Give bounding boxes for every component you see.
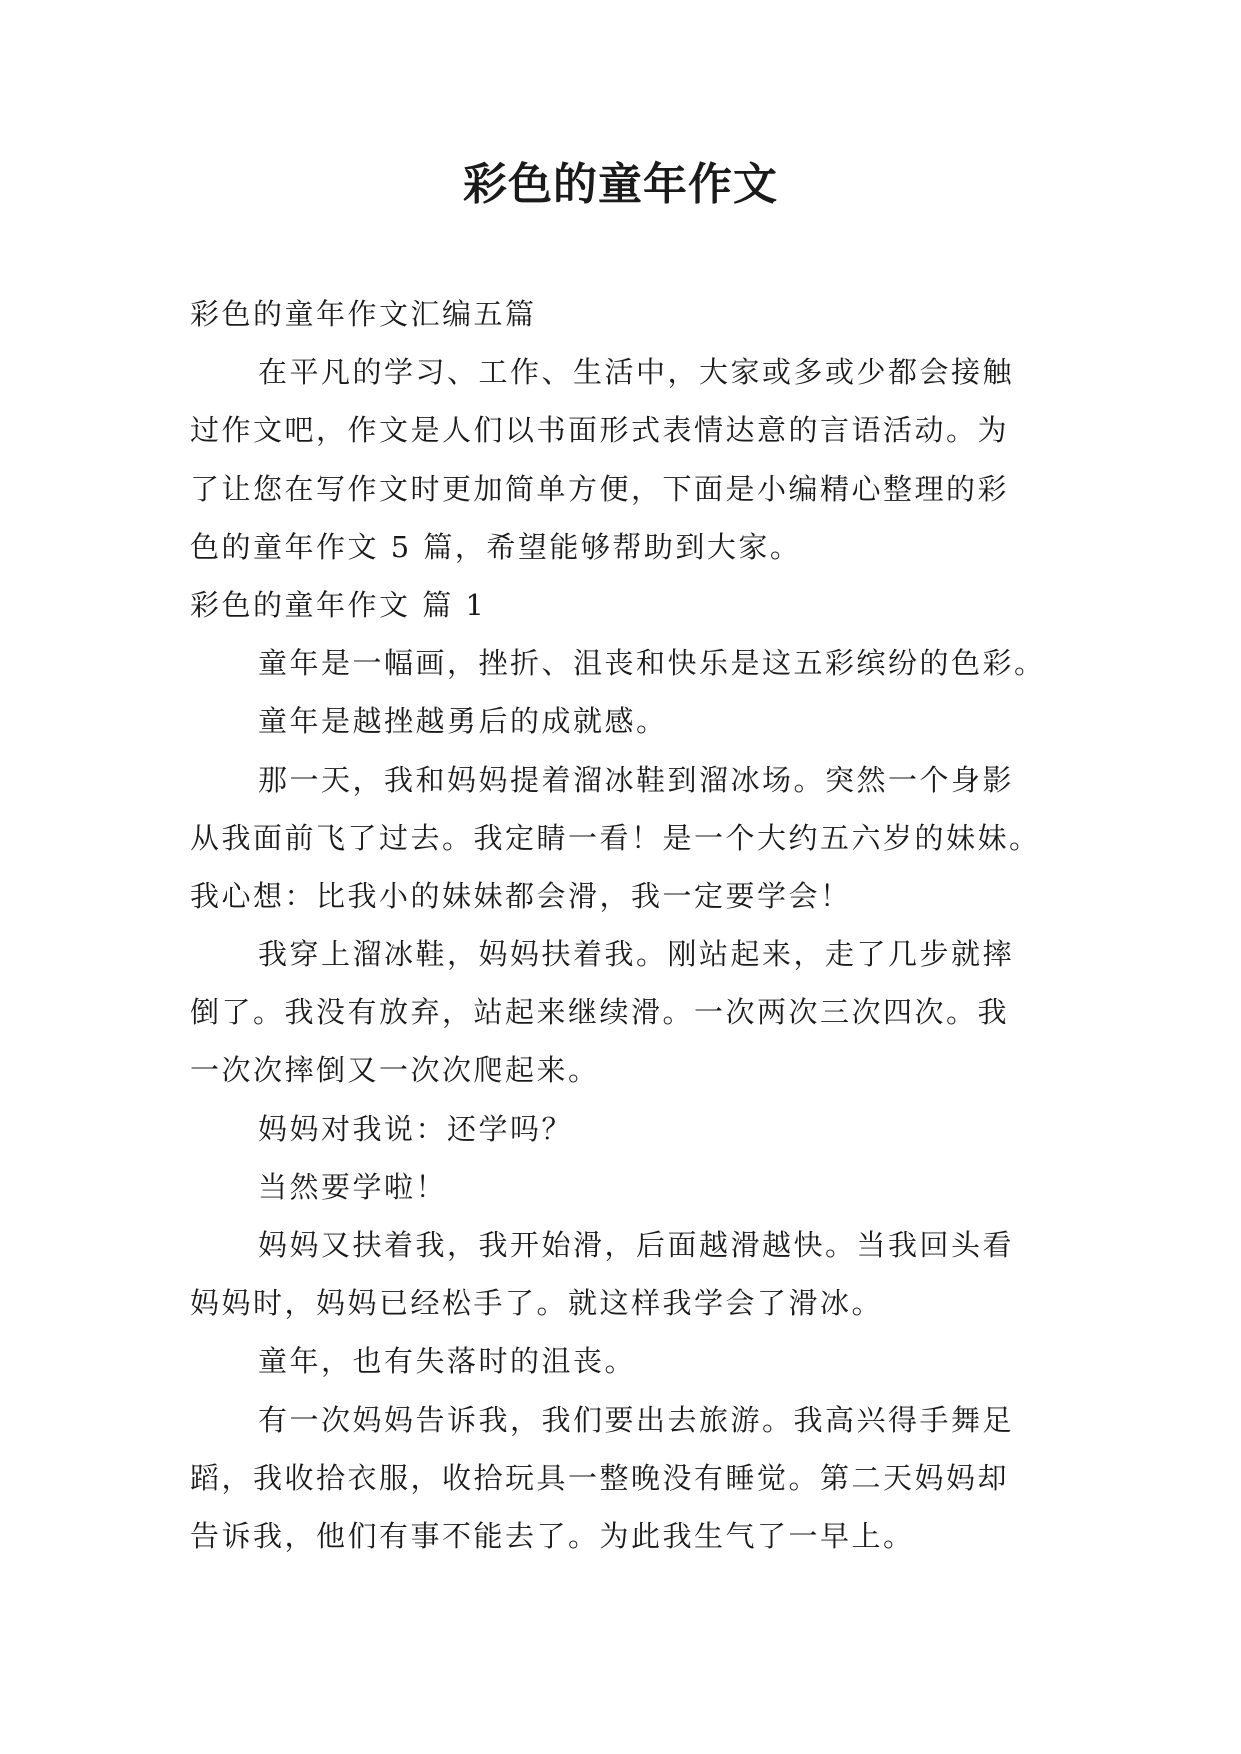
document-title: 彩色的童年作文 — [463, 159, 778, 210]
text-line: 有一次妈妈告诉我，我们要出去旅游。我高兴得手舞足 — [258, 1402, 1015, 1437]
text-line: 妈妈对我说：还学吗？ — [258, 1111, 574, 1146]
text-line: 从我面前飞了过去。我定睛一看！是一个大约五六岁的妹妹。 — [190, 820, 1041, 855]
text-line: 在平凡的学习、工作、生活中，大家或多或少都会接触 — [258, 355, 1015, 390]
text-line: 妈妈时，妈妈已经松手了。就这样我学会了滑冰。 — [190, 1286, 884, 1321]
text-line: 彩色的童年作文 篇 1 — [190, 587, 487, 622]
text-line: 告诉我，他们有事不能去了。为此我生气了一早上。 — [190, 1518, 915, 1553]
text-line: 童年是越挫越勇后的成就感。 — [258, 704, 668, 739]
text-line: 过作文吧，作文是人们以书面形式表情达意的言语活动。为 — [190, 413, 1010, 448]
text-line: 童年是一幅画，挫折、沮丧和快乐是这五彩缤纷的色彩。 — [258, 646, 1046, 681]
text-line: 妈妈又扶着我，我开始滑，后面越滑越快。当我回头看 — [258, 1228, 1015, 1262]
text-line: 彩色的童年作文汇编五篇 — [190, 297, 537, 331]
document-body — [190, 285, 1050, 1565]
text-line: 倒了。我没有放弃，站起来继续滑。一次两次三次四次。我 — [190, 995, 1010, 1030]
text-line: 色的童年作文 5 篇，希望能够帮助到大家。 — [190, 529, 802, 564]
text-line: 蹈，我收拾衣服，收拾玩具一整晚没有睡觉。第二天妈妈却 — [190, 1460, 1010, 1495]
text-line: 我心想：比我小的妹妹都会滑，我一定要学会！ — [190, 878, 852, 913]
text-line: 了让您在写作文时更加简单方便，下面是小编精心整理的彩 — [190, 471, 1010, 506]
text-line: 童年，也有失落时的沮丧。 — [258, 1344, 637, 1379]
text-line: 那一天，我和妈妈提着溜冰鞋到溜冰场。突然一个身影 — [258, 762, 1015, 797]
text-line: 一次次摔倒又一次次爬起来。 — [190, 1053, 600, 1088]
text-line: 当然要学啦！ — [258, 1169, 448, 1204]
text-line: 我穿上溜冰鞋，妈妈扶着我。刚站起来，走了几步就摔 — [258, 937, 1015, 972]
